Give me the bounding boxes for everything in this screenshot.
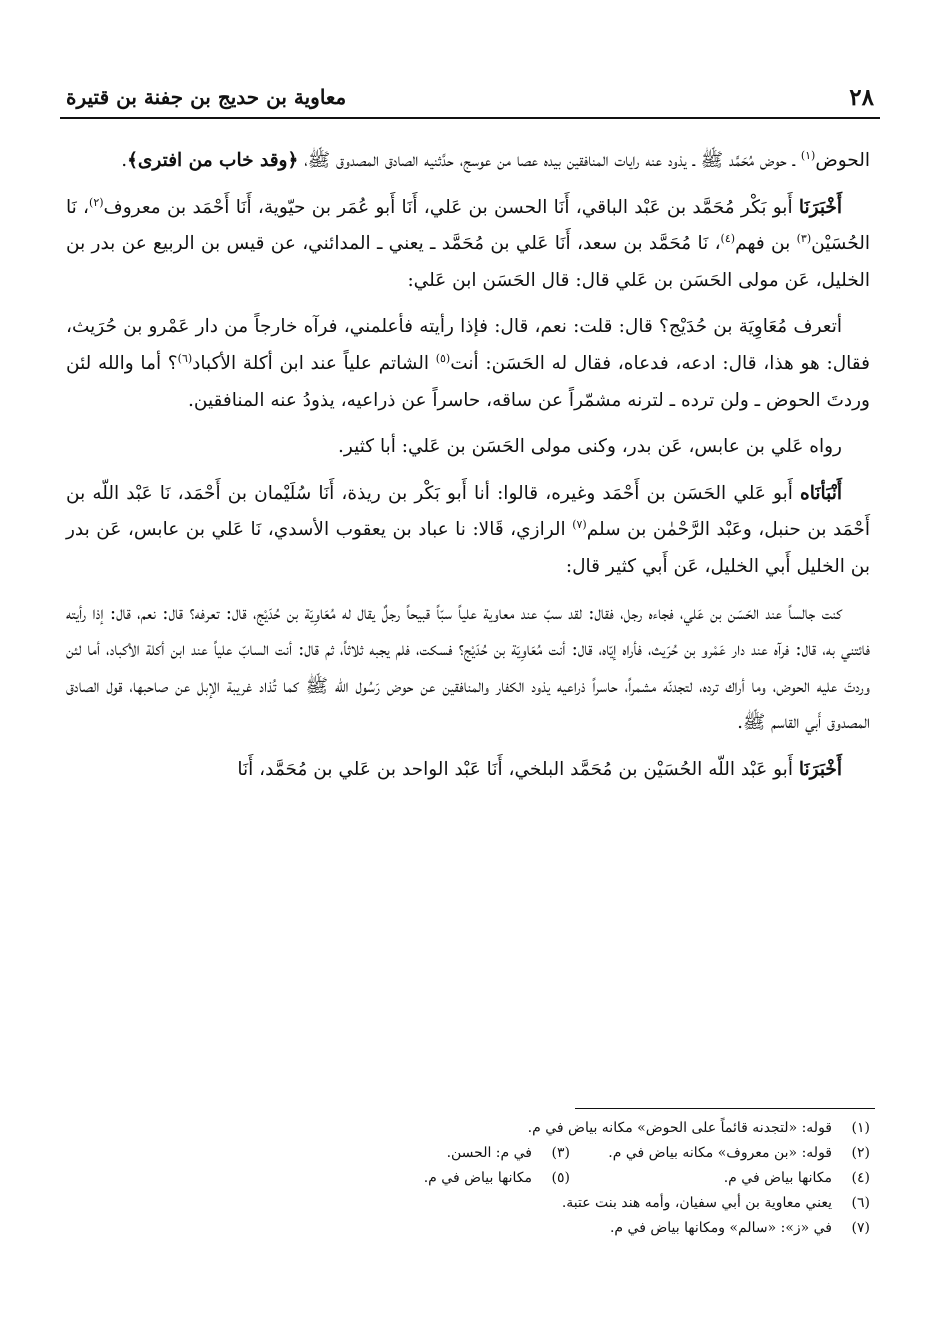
footnote-number: (٧) bbox=[851, 1220, 870, 1236]
footnote-text: في م: الحسن. bbox=[446, 1145, 532, 1161]
running-title: معاوية بن حديج بن جفنة بن قتيرة bbox=[66, 85, 347, 109]
footnote-ref-4: (٤) bbox=[720, 232, 736, 246]
text-run: ، نَا الحُسَيْن bbox=[66, 196, 870, 255]
footnote-ref-3: (٣) bbox=[796, 232, 812, 246]
paragraph-4: رواه عَلي بن عابس، عَن بدر، وكنى مولى الحَسَن بن عَلي: أبا كثير. bbox=[338, 436, 842, 458]
footnote-text: يعني معاوية بن أبي سفيان، وأمه هند بنت عتبة. bbox=[561, 1195, 832, 1211]
footnote-7 bbox=[570, 1216, 870, 1241]
footnote-number: (٤) bbox=[851, 1170, 870, 1186]
paragraph-2 bbox=[66, 190, 870, 300]
footnote-ref-5: (٥) bbox=[435, 351, 451, 365]
footnote-row bbox=[130, 1141, 870, 1166]
paragraph-3 bbox=[66, 309, 870, 419]
text-run: أَبو عَلي الحَسَن بن أَحْمَد وغيره، قالوا: أنا أَبو بَكْر بن ريذة، أَنَا سُلَيْمان بن أَحْمَد، نَا عَبْد اللّه بن أَحْمَد بن حنبل، وعَبْد الرَّحْمٰن بن سلم bbox=[66, 482, 871, 541]
text-run: الحوض bbox=[815, 150, 870, 171]
footnote-ref-7: (٧) bbox=[572, 518, 587, 532]
footnote-number: (٢) bbox=[851, 1145, 870, 1161]
quran-quote: ﴿وقد خاب من افترى﴾ bbox=[127, 150, 299, 171]
footnote-3 bbox=[270, 1141, 570, 1166]
paragraph-1 bbox=[66, 143, 870, 180]
isnad-lead: أَنْبَأنَاه bbox=[800, 482, 842, 504]
text-run: أَبو بَكْر مُحَمَّد بن عَبْد الباقي، أَنَا الحسن بن عَلي، أَنَا أَبو عُمَر بن حيّوية، أَنَا أَحْمَد بن معروف bbox=[103, 196, 799, 218]
text-run: أتعرف مُعَاوِيَة بن حُدَيْج؟ قال: قلت: نعم، قال: فإذا رأيته فأعلمني، فرآه خارجاً من دار عَمْرو بن حُرَيث، فقال: هو هذا، قال: ادعه، فدعاه، فقال له الحَسَن: أنت bbox=[66, 316, 871, 374]
isnad-lead: أَخْبَرَنَا bbox=[798, 758, 842, 780]
paragraph-5 bbox=[66, 476, 870, 586]
header-rule bbox=[60, 117, 880, 119]
text-run: الشاتم علياً عند ابن أكلة الأكباد bbox=[192, 352, 436, 374]
footnote-2 bbox=[570, 1141, 870, 1166]
paragraph-7 bbox=[66, 752, 870, 789]
footnote-number: (١) bbox=[851, 1120, 870, 1136]
footnote-row bbox=[130, 1116, 870, 1141]
footnote-number: (٣) bbox=[551, 1145, 570, 1161]
footnote-number: (٦) bbox=[851, 1195, 870, 1211]
footnote-text: مكانها بياض في م. bbox=[723, 1170, 832, 1186]
footnote-text: قوله: «بن معروف» مكانه بياض في م. bbox=[608, 1145, 832, 1161]
text-run: ، نَا مُحَمَّد بن سعد، أَنَا عَلي بن مُحَمَّد ـ يعني ـ المدائني، عن قيس بن الربيع عن بدر بن الخليل، عَن مولى الحَسَن بن عَلي قال: قال الحَسَن ابن عَلي: bbox=[66, 233, 870, 291]
footnote-text: قوله: «لتجدنه قائماً على الحوض» مكانه بياض في م. bbox=[527, 1120, 832, 1136]
page-header bbox=[66, 78, 874, 116]
text-run: ـ حوض مُحَمَّد ﷺ ـ يذود عنه رايات المنافقين بيده عصا من عوسج، حدَّثنيه الصادق المصدوق ﷺ، bbox=[298, 150, 801, 171]
page-number: ٢٨ bbox=[849, 83, 874, 111]
footnote-1 bbox=[528, 1116, 870, 1141]
footnotes bbox=[130, 1116, 870, 1241]
footnote-5 bbox=[270, 1166, 570, 1191]
footnote-row bbox=[130, 1191, 870, 1216]
isnad-lead: أَخْبَرَنَا bbox=[798, 196, 843, 218]
footnote-row bbox=[130, 1216, 870, 1241]
text-run: بن فهم bbox=[735, 233, 797, 255]
footnote-ref-2: (٢) bbox=[89, 195, 104, 209]
footnote-ref-6: (٦) bbox=[177, 351, 193, 365]
footnote-number: (٥) bbox=[551, 1170, 570, 1186]
footnote-rule bbox=[575, 1108, 875, 1109]
footnote-6 bbox=[562, 1191, 870, 1216]
footnote-row bbox=[130, 1166, 870, 1191]
footnote-ref-1: (١) bbox=[800, 148, 816, 162]
paragraph-6: كنت جالساً عند الحَسَن بن عَلي، فجاءه رجل، فقال: لقد سبّ عند معاوية علياً سبّاً قبيحاً رجلٌ يقال له مُعَاوِيَة بن حُدَيْج، قال: تعرفه؟ قال: نعم، قال: إذا رأيته فائتني به، قال: فرآه عند دار عَمْرو بن حُرَيث، فأراه إيّاه، قال: أنت مُعَاوِيَة بن حُدَيْج؟ فسكت، فلم يجبه ثلاثاً، ثم قال: أنت السابّ علياً عند ابن أكلة الأكباد، أما لئن وردتَ عليه الحوض، وما أراك ترده، لتجدنّه مشمراً، حاسراً ذراعيه يذود الكفار والمنافقين عن حوض رَسُول الله ﷺ كما تُذاد غريبة الإبل عن صاحبها، قول الصادق المصدوق أَبي القاسم ﷺ. bbox=[66, 602, 870, 734]
text-run: . bbox=[121, 150, 128, 171]
footnote-text: في «ز»: «سالم» ومكانها بياض في م. bbox=[609, 1220, 832, 1236]
text-run: أَبو عَبْد اللّه الحُسَيْن بن مُحَمَّد البلخي، أَنَا عَبْد الواحد بن عَلي بن مُحَمَّد، أَنَا bbox=[237, 758, 799, 780]
text-run: الرازي، قَالا: نا عباد بن يعقوب الأسدي، نَا عَلي بن عابس، عَن بدر بن الخليل أَبي الخليل، عَن أَبي كثير قال: bbox=[66, 519, 870, 577]
footnote-4 bbox=[570, 1166, 870, 1191]
footnote-text: مكانها بياض في م. bbox=[423, 1170, 532, 1186]
text-run: ؟ أما والله لئن وردتَ الحوض ـ ولن ترده ـ لترنه مشمّراً عن ساقه، حاسراً عن ذراعيه، يذودُ عنه المنافقين. bbox=[66, 352, 870, 411]
main-text bbox=[66, 143, 870, 799]
